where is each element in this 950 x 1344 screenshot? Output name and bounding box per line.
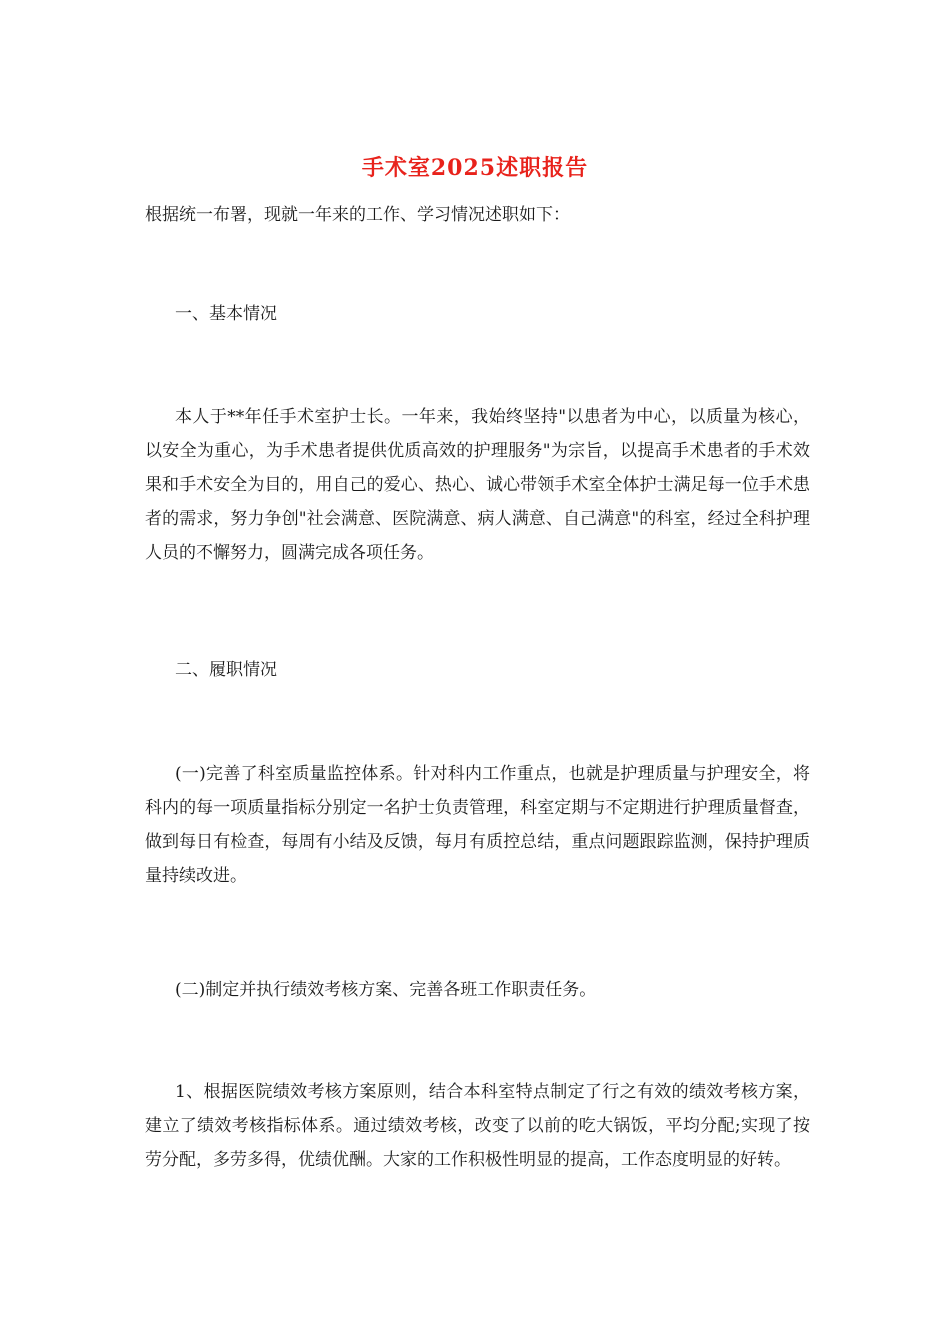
section-heading-duties: 二、履职情况 (175, 660, 277, 680)
intro-paragraph: 根据统一布署，现就一年来的工作、学习情况述职如下： (145, 205, 570, 225)
duties-item-2-point-1-paragraph: 1、根据医院绩效考核方案原则，结合本科室特点制定了行之有效的绩效考核方案，建立了绩效考核指标体系。通过绩效考核，改变了以前的吃大锅饭，平均分配;实现了按劳分配，多劳多得，优绩优酬。大家的工作积极性明显的提高，工作态度明显的好转。 (145, 1082, 810, 1170)
document-title: 手术室2025述职报告 (361, 155, 589, 181)
section-heading-basic-info: 一、基本情况 (175, 304, 277, 324)
basic-info-paragraph: 本人于**年任手术室护士长。一年来，我始终坚持"以患者为中心，以质量为核心，以安全为重心，为手术患者提供优质高效的护理服务"为宗旨，以提高手术患者的手术效果和手术安全为目的，用自己的爱心、热心、诚心带领手术室全体护士满足每一位手术患者的需求，努力争创"社会满意、医院满意、病人满意、自己满意"的科室，经过全科护理人员的不懈努力，圆满完成各项任务。 (145, 407, 810, 563)
duties-item-1-paragraph: (一)完善了科室质量监控体系。针对科内工作重点，也就是护理质量与护理安全，将科内的每一项质量指标分别定一名护士负责管理，科室定期与不定期进行护理质量督查，做到每日有检查，每周有小结及反馈，每月有质控总结，重点问题跟踪监测，保持护理质量持续改进。 (145, 764, 810, 886)
duties-item-2-heading: (二)制定并执行绩效考核方案、完善各班工作职责任务。 (175, 980, 597, 1000)
